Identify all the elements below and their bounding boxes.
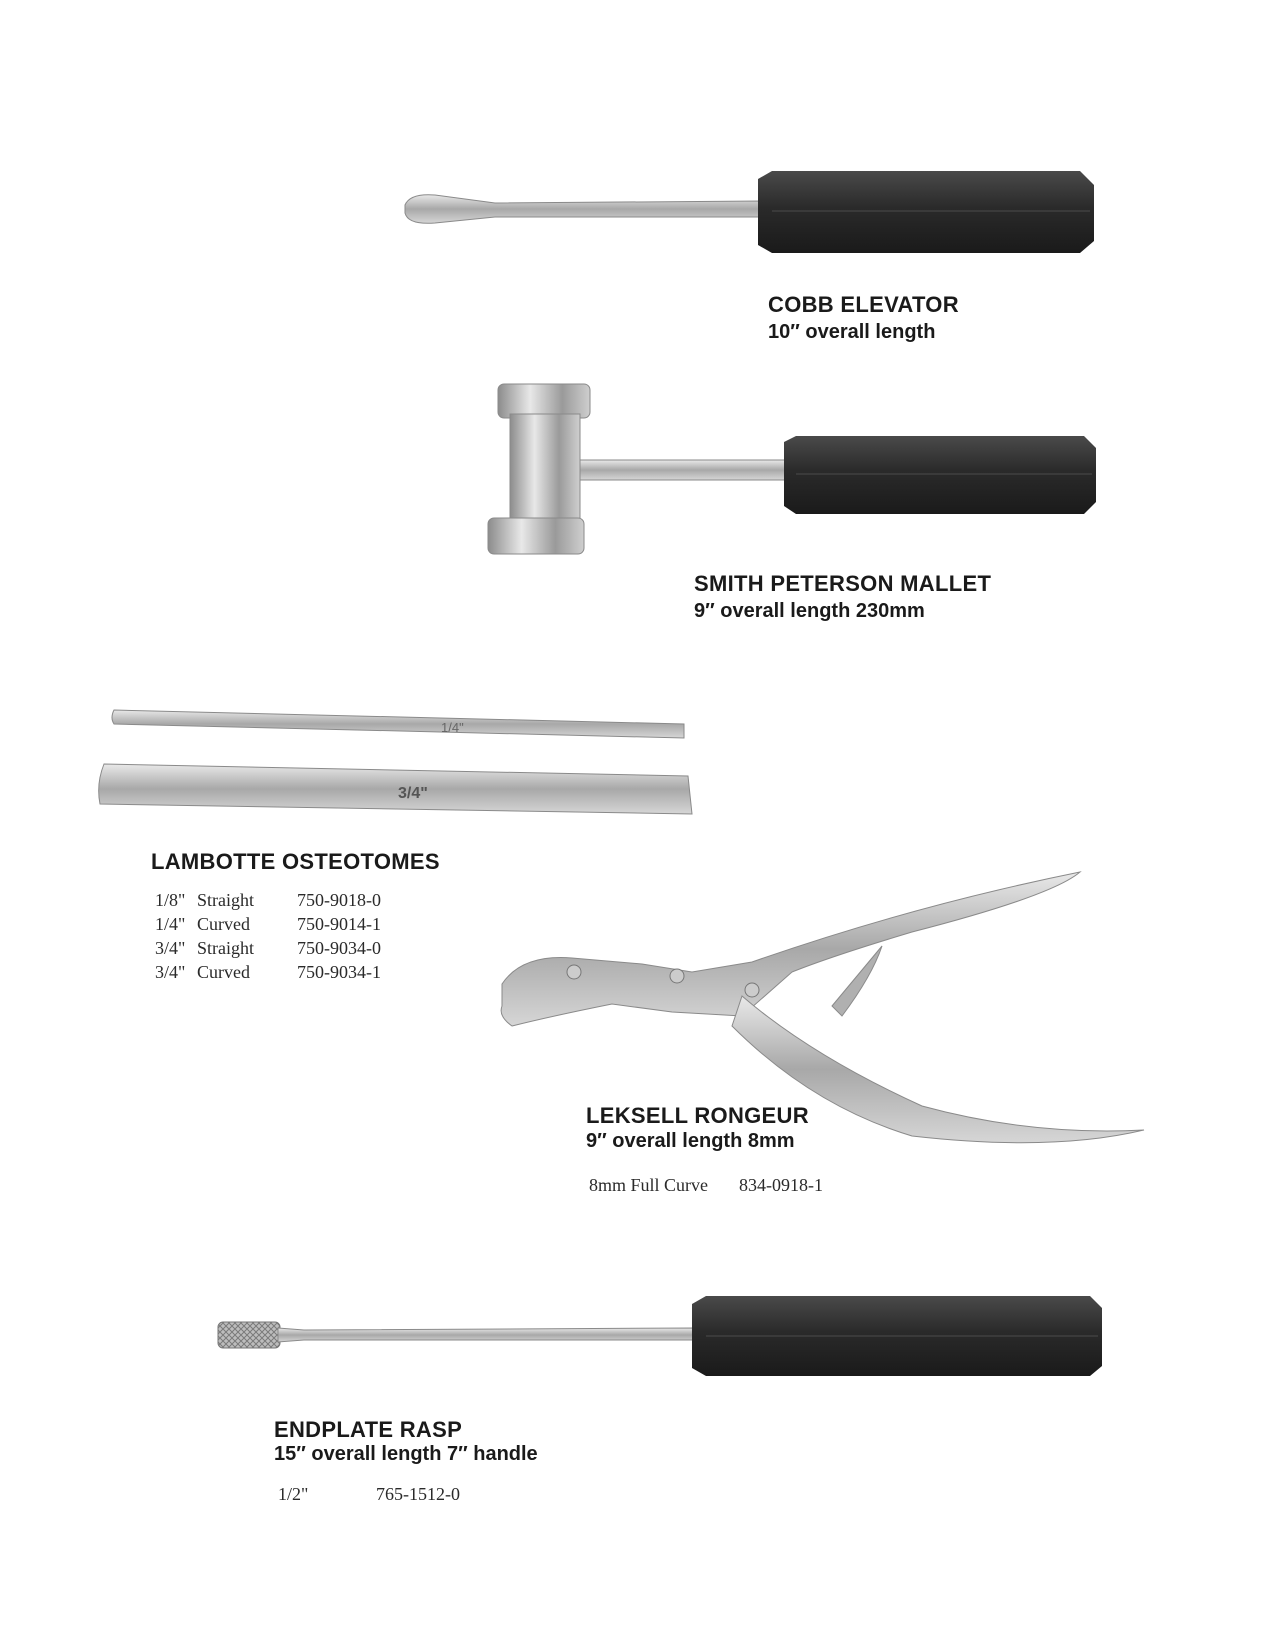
mallet-image (484, 380, 1100, 560)
osteotome-type: Straight (197, 938, 254, 958)
rongeur-title: LEKSELL RONGEUR (586, 1103, 809, 1128)
rongeur-spec (589, 1175, 889, 1201)
osteotome-code: 750-9014-1 (297, 914, 381, 934)
rasp-spec-size: 1/2" (278, 1484, 309, 1504)
mallet-length: 9″ overall length 230mm (694, 600, 925, 622)
endplate-rasp-image (214, 1290, 1104, 1390)
osteotome-size: 3/4" (155, 938, 186, 958)
cobb-elevator-title: COBB ELEVATOR (768, 292, 959, 317)
osteotome-size: 1/8" (155, 890, 186, 910)
osteotomes-table (155, 890, 415, 990)
rongeur-spec-code: 834-0918-1 (739, 1175, 823, 1195)
rasp-title: ENDPLATE RASP (274, 1417, 463, 1442)
osteotome-code: 750-9018-0 (297, 890, 381, 910)
osteotome-size: 1/4" (155, 914, 186, 934)
rongeur-length: 9″ overall length 8mm (586, 1130, 795, 1152)
cobb-elevator-image (400, 165, 1100, 265)
mallet-title: SMITH PETERSON MALLET (694, 571, 992, 596)
rasp-spec (278, 1484, 518, 1510)
osteotome-type: Curved (197, 914, 250, 934)
osteotome-image (96, 704, 696, 820)
rasp-spec-code: 765-1512-0 (376, 1484, 460, 1504)
osteotome-type: Curved (197, 962, 250, 982)
osteotome-size: 3/4" (155, 962, 186, 982)
osteotome-large-mark: 3/4" (398, 785, 428, 802)
osteotome-code: 750-9034-0 (297, 938, 381, 958)
rasp-length: 15″ overall length 7″ handle (274, 1443, 538, 1465)
osteotomes-title: LAMBOTTE OSTEOTOMES (151, 849, 440, 874)
rongeur-spec-desc: 8mm Full Curve (589, 1175, 709, 1195)
osteotome-type: Straight (197, 890, 254, 910)
osteotome-small-mark: 1/4" (441, 720, 464, 735)
osteotome-code: 750-9034-1 (297, 962, 381, 982)
cobb-elevator-length: 10″ overall length (768, 321, 936, 343)
